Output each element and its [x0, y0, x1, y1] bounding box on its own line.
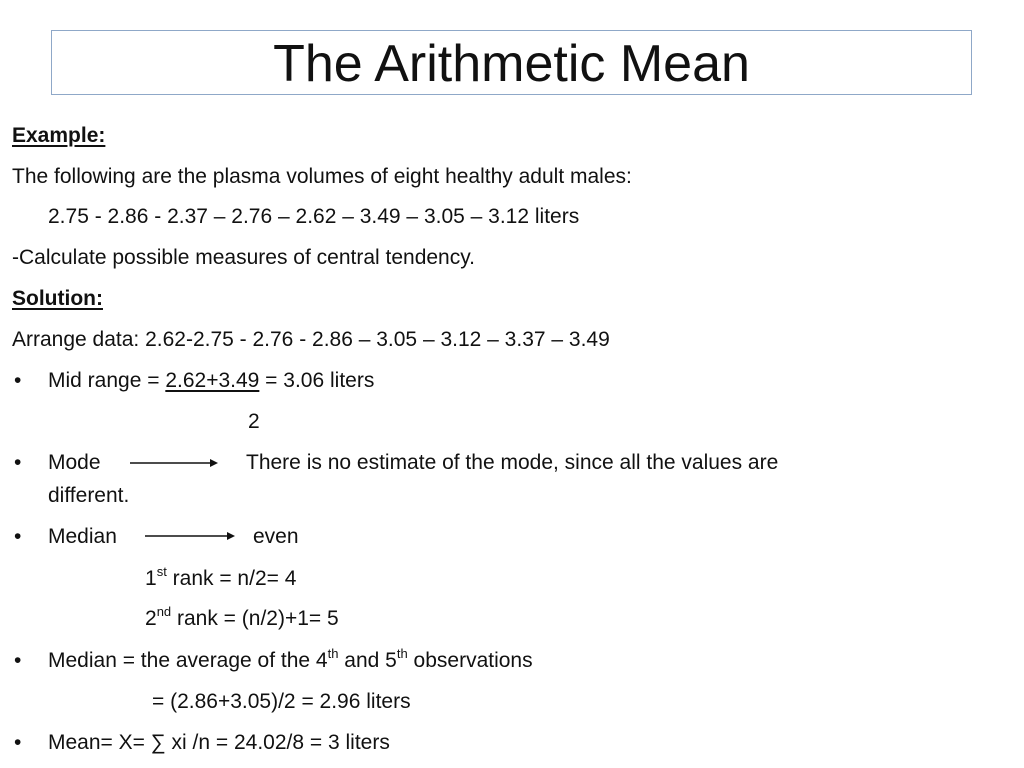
ordinal-suffix: th: [396, 646, 408, 661]
midrange-numerator: 2.62+3.49: [165, 369, 260, 392]
median-average-text: Median = the average of the 4: [48, 649, 328, 672]
bullet-mark: •: [14, 731, 22, 754]
arrow-right-icon: [128, 457, 218, 469]
example-label: Example:: [12, 124, 106, 147]
midrange-denominator: 2: [248, 410, 260, 433]
rank2-line: [145, 606, 339, 632]
data-list: 2.75 - 2.86 - 2.37 – 2.76 – 2.62 – 3.49 – 3.05 – 3.12 liters: [48, 205, 580, 228]
bullet-mark: •: [14, 525, 22, 548]
bullet-mark: •: [14, 649, 22, 672]
rank1-suffix: st: [156, 564, 167, 579]
mode-text: There is no estimate of the mode, since all the values are: [246, 451, 779, 474]
arranged-data: Arrange data: 2.62-2.75 - 2.76 - 2.86 – 3.05 – 3.12 – 3.37 – 3.49: [12, 328, 610, 351]
slide-title: The Arithmetic Mean: [273, 34, 750, 93]
mode-label: Mode: [48, 451, 101, 474]
rank1-line: [145, 566, 296, 592]
median-average-text: observations: [407, 649, 533, 672]
rank1-formula: rank = n/2= 4: [166, 567, 297, 590]
intro-text: The following are the plasma volumes of eight healthy adult males:: [12, 165, 632, 188]
mean-line: Mean= X= ∑ xi /n = 24.02/8 = 3 liters: [48, 731, 390, 754]
midrange-result: = 3.06 liters: [259, 369, 375, 392]
median-calculation: = (2.86+3.05)/2 = 2.96 liters: [152, 690, 411, 713]
rank2-suffix: nd: [156, 604, 172, 619]
ordinal-suffix: th: [327, 646, 339, 661]
median-average-line: [48, 648, 533, 674]
midrange-line: [48, 368, 374, 394]
mode-text-cont: different.: [48, 484, 130, 507]
midrange-label: Mid range =: [48, 369, 166, 392]
bullet-mark: •: [14, 369, 22, 392]
rank1-number: 1: [145, 567, 157, 590]
median-average-text: and 5: [338, 649, 397, 672]
median-value: even: [253, 525, 299, 548]
task-text: -Calculate possible measures of central tendency.: [12, 246, 476, 269]
solution-label: Solution:: [12, 287, 103, 310]
rank2-formula: rank = (n/2)+1= 5: [171, 607, 339, 630]
bullet-mark: •: [14, 451, 22, 474]
title-box: [51, 30, 972, 95]
rank2-number: 2: [145, 607, 157, 630]
median-label: Median: [48, 525, 117, 548]
arrow-right-icon: [143, 530, 235, 542]
